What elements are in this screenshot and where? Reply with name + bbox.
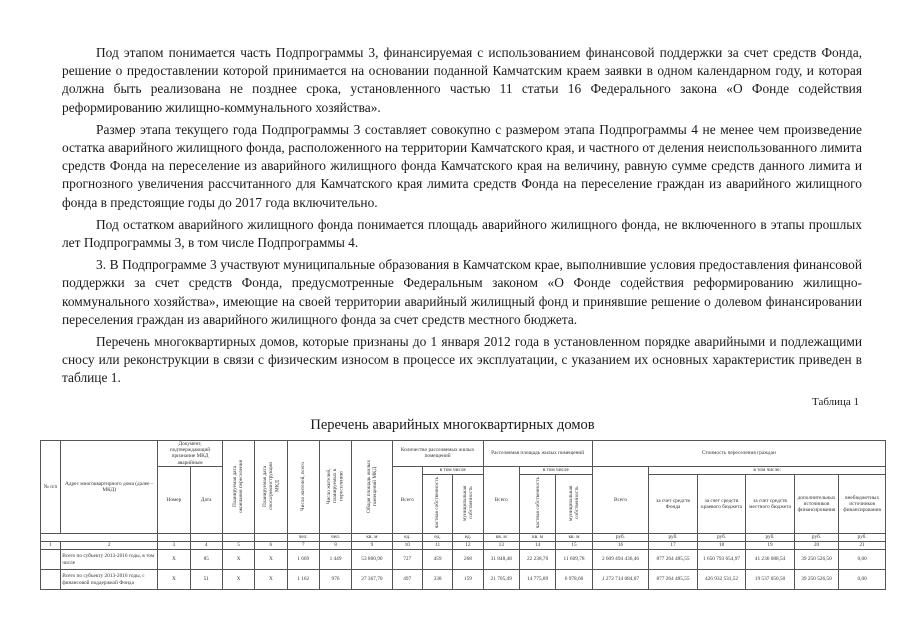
header-rooms-total: Всего [392,466,422,533]
header-extra: дополнительных источников финансирования [794,474,838,533]
header-incl: в том числе [422,466,483,474]
header-rooms-count: Количество расселяемых жилых помещений [392,441,483,467]
header-incl3: в том числе: [649,466,886,474]
body-text [62,44,862,392]
header-municipal2: муниципальная собственность [556,474,592,533]
header-private2: частная собственность [519,474,555,533]
header-regional: за счет средств краевого бюджета [697,474,746,533]
header-document: Документ, подтверждающий признание МКД аварийным [158,441,223,467]
header-plan-demolish: Планируемая дата сноса/реконструкции МКД [255,441,287,534]
header-residents-plan: Число жителей, планируемых к переселению [319,441,351,534]
index-row: 1 2 3 4 5 6 7 8 9 10 11 12 13 14 15 16 17 18 19 20 21 [41,542,886,550]
header-municipal: муниципальная собственность [453,474,483,533]
header-incl2: в том числе [519,466,592,474]
table-row: Всего по субъекту 2013-2016 годы, с финансовой поддержкой Фонда Х 51 Х Х 1 162 976 27 367,70 497 338 159 21 705,49 14 775,89 6 978,60 1 272 714 084,07 877 264 485,55 426 932 531,52 19 537 050,50 39 250 526,50 0,00 [41,570,886,590]
paragraph: Под остатком аварийного жилищного фонда понимается площадь аварийного жилищного фонда, не включенного в этапы прошлых лет Подпрограммы 3, в том числе Подпрограммы 4. [62,216,862,251]
paragraph: Перечень многоквартирных домов, которые признаны до 1 января 2012 года в установленном порядке аварийными и подлежащими сносу или реконструкции в связи с физическим износом в процессе их эксплуатации, с указанием их основных характеристик приведен в таблице 1. [62,334,862,386]
table-number: Таблица 1 [812,396,860,408]
header-private: частная собственность [422,474,452,533]
units-row: чел. чел. кв. м ед. ед. ед. кв. м кв. м кв. м руб. руб. руб. руб. руб. руб. [41,534,886,542]
table-row: Всего по субъекту 2013-2016 годы, в том числе Х 85 Х Х 1 669 1 449 53 800,90 727 459 268 31 848,48 22 238,70 11 609,78 2 609 494 436,46 877 264 485,55 1 650 793 654,97 41 236 088,54 39 250 526,50 0,00 [41,550,886,570]
header-extra2: внебюджетных источников финансирования [839,474,886,533]
header-area-total2: Всего [483,466,519,533]
header-area-total: Общая площадь жилых помещений МКД [352,441,392,534]
header-plan-date: Планируемая дата окончания переселения [222,441,254,534]
header-doc-date: Дата [190,466,222,533]
header-cost-total: Всего [592,466,649,533]
table-title: Перечень аварийных многоквартирных домов [310,417,595,433]
header-address: Адрес многоквартирного дома (далее – МКД) [61,441,158,534]
header-cost: Стоимость переселения граждан [592,441,885,467]
header-rooms-area: Расселяемая площадь жилых помещений [483,441,592,467]
header-local: за счет средств местного бюджета [746,474,795,533]
emergency-housing-table [40,440,886,590]
paragraph: 3. В Подпрограмме 3 участвуют муниципальные образования в Камчатском крае, выполнившие условия предоставления финансовой поддержки за счет средств Фонда, предусмотренные Федеральным законом «О Фонде содействия реформированию жилищно-коммунального хозяйства», имеющие на своей территории аварийный жилищный фонд и принявшие решение о долевом финансировании переселения граждан из аварийного жилищного фонда за счет средств местного бюджета. [62,257,862,327]
header-fund: за счет средств Фонда [649,474,698,533]
paragraph: Размер этапа текущего года Подпрограммы 3 составляет совокупно с размером этапа Подпрограммы 4 не менее чем произведение остатка аварийного жилищного фонда, расположенного на территории Камчатского края, и частного от деления неиспользованного лимита средств Фонда на переселение из аварийного жилищного фонда Камчатского края на величину, равную сумме средств данного лимита и прогнозного увеличения рассчитанного для Камчатского края лимита средств Фонда на переселение граждан из аварийного жилищного фонда в предстоящие годы до 2017 года включительно. [62,121,862,210]
header-num: № п/п [41,441,61,534]
paragraph: Под этапом понимается часть Подпрограммы 3, финансируемая с использованием финансовой поддержки за счет средств Фонда, решение о предоставлении которой принимается на основании поданной Камчатским краем заявки в одном календарном году, и которая должна быть реализована не позднее срока, установленного частью 11 статьи 16 Федерального закона «О Фонде содействия реформированию жилищно-коммунального хозяйства». [62,45,862,115]
header-residents: Число жителей, всего [287,441,319,534]
header-doc-number: Номер [158,466,190,533]
